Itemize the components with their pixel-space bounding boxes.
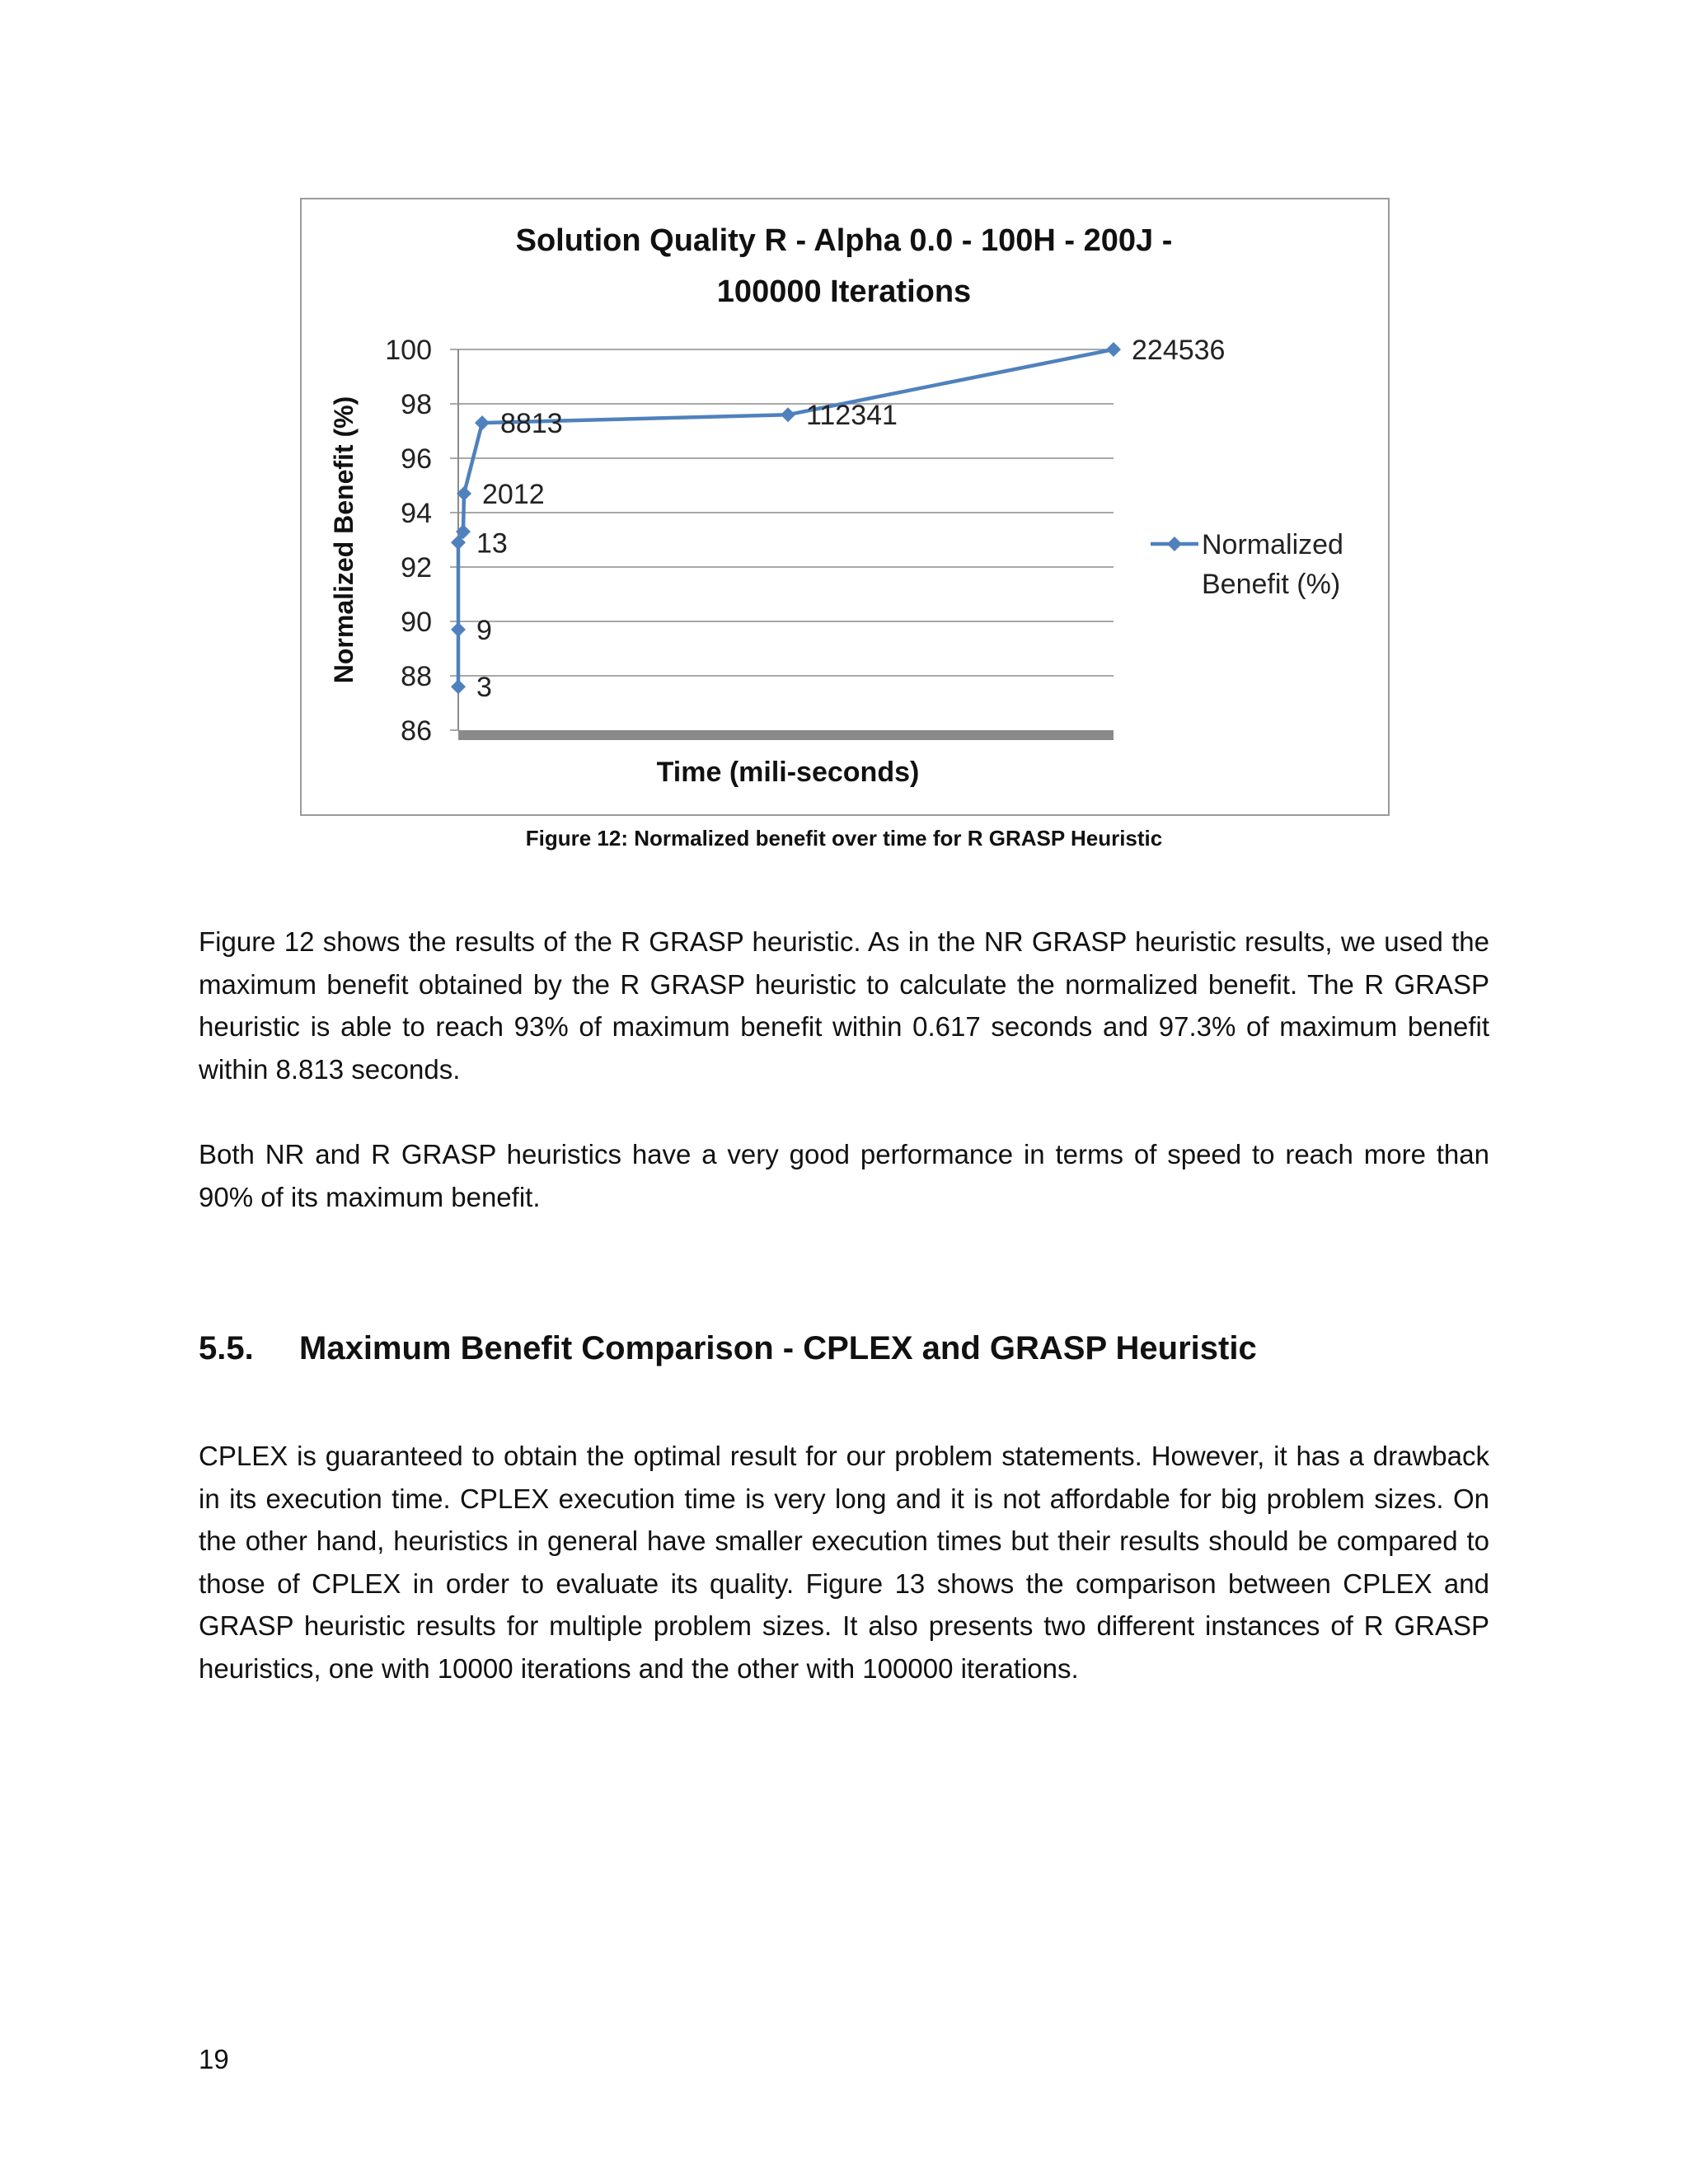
body-paragraph: Both NR and R GRASP heuristics have a very good performance in terms of speed to reach more than 90% of its maximum benefit. (199, 1139, 1489, 1212)
chart-title: Solution Quality R - Alpha 0.0 - 100H - 200J - (515, 223, 1173, 258)
section-title: Maximum Benefit Comparison - CPLEX and GRASP Heuristic (299, 1330, 1257, 1366)
line-chart (302, 199, 1388, 814)
data-label: 3 (476, 672, 492, 704)
body-paragraph: Figure 12 shows the results of the R GRASP heuristic. As in the NR GRASP heuristic results, we used the maximum benefit obtained by the R GRASP heuristic to calculate the normalized benefit. The R GRASP heuristic is able to reach 93% of maximum benefit within 0.617 seconds and 97.3% of maximum benefit within 8.813 seconds. (199, 926, 1489, 1085)
y-tick-label: 92 (401, 552, 432, 583)
y-tick-label: 100 (385, 335, 432, 366)
data-point (475, 415, 490, 430)
figure-caption: Figure 12: Normalized benefit over time for R GRASP Heuristic (525, 826, 1163, 851)
data-point (451, 622, 466, 637)
data-label: 2012 (482, 478, 545, 510)
y-tick-label: 94 (401, 498, 432, 529)
chart-frame (300, 198, 1390, 816)
data-label: 9 (476, 614, 492, 646)
data-point (451, 679, 466, 694)
data-point (1106, 342, 1121, 357)
chart-title-line2: 100000 Iterations (716, 274, 972, 309)
legend-label-line2: Benefit (%) (1202, 569, 1341, 600)
data-label: 13 (476, 527, 508, 560)
y-tick-label: 88 (401, 661, 432, 692)
data-label: 112341 (806, 400, 898, 432)
data-label: 224536 (1132, 335, 1226, 366)
y-tick-label: 86 (401, 715, 432, 747)
section-heading (199, 1330, 1257, 1367)
y-tick-label: 96 (401, 443, 432, 475)
legend-marker (1167, 537, 1182, 551)
data-label: 8813 (500, 408, 563, 440)
section-number: 5.5. (199, 1330, 254, 1366)
y-axis-label: Normalized Benefit (%) (329, 396, 359, 684)
series-line (458, 349, 1114, 687)
x-axis (458, 730, 1114, 740)
page-number: 19 (199, 2044, 229, 2074)
y-tick-label: 98 (401, 389, 432, 420)
data-point (781, 407, 795, 422)
legend-label: Normalized (1202, 529, 1343, 560)
y-tick-label: 90 (401, 607, 432, 638)
x-axis-label: Time (mili-seconds) (656, 757, 920, 788)
body-paragraph: CPLEX is guaranteed to obtain the optimal result for our problem statements. However, it has a drawback in its execution time. CPLEX execution time is very long and it is not affordable for big problem sizes. On the other hand, heuristics in general have smaller execution times but their results should be compared to those of CPLEX in order to evaluate its quality. Figure 13 shows the comparison between CPLEX and GRASP heuristic results for multiple problem sizes. It also presents two different instances of R GRASP heuristics, one with 10000 iterations and the other with 100000 iterations. (199, 1441, 1489, 1684)
